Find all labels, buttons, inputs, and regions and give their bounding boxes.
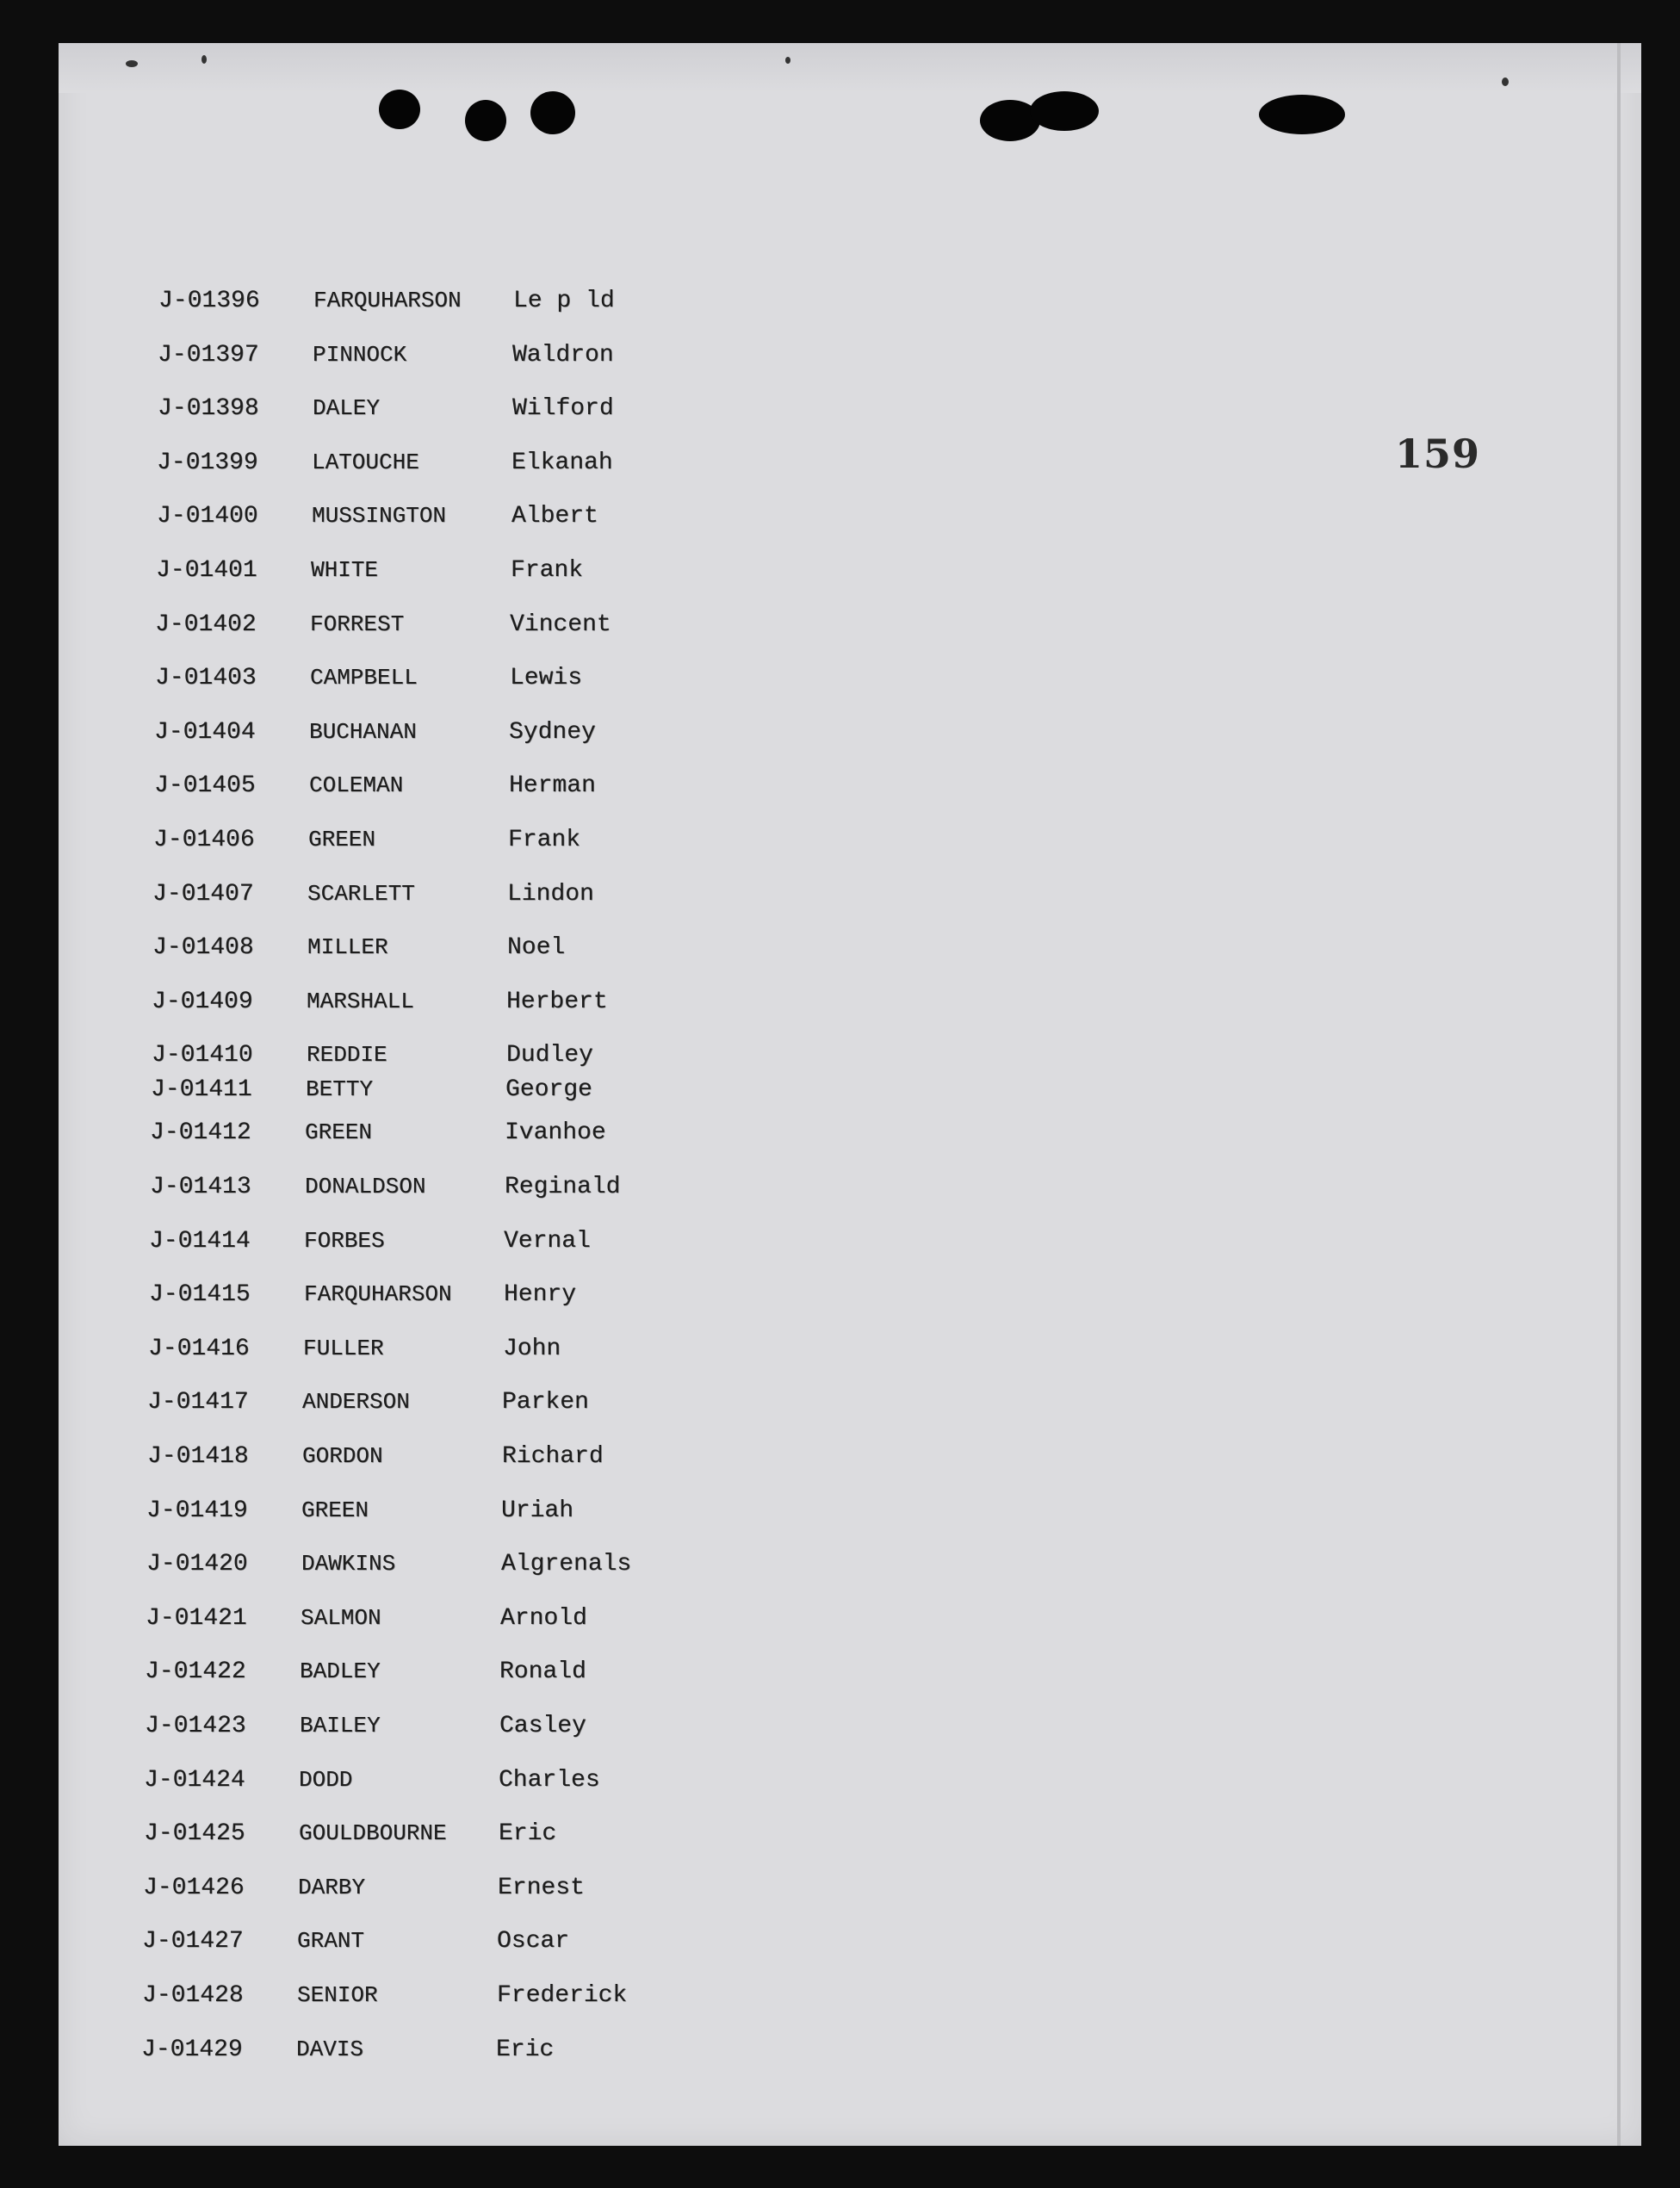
- given-name: Lewis: [510, 665, 583, 692]
- record-id: J-01404: [154, 718, 256, 746]
- given-name: Richard: [502, 1443, 604, 1470]
- record-id: J-01423: [145, 1713, 246, 1739]
- given-name: Frank: [508, 827, 581, 853]
- page-number: 159: [1395, 431, 1481, 477]
- record-id: J-01402: [155, 611, 257, 638]
- given-name: Vincent: [510, 611, 611, 638]
- surname: FULLER: [303, 1335, 384, 1361]
- record-id: J-01396: [158, 288, 260, 314]
- surname: BETTY: [306, 1076, 374, 1103]
- given-name: Ronald: [499, 1658, 586, 1686]
- record-id: J-01420: [146, 1551, 248, 1578]
- record-id: J-01406: [153, 827, 255, 853]
- record-id: J-01398: [158, 395, 259, 423]
- surname: FORBES: [304, 1227, 385, 1254]
- given-name: Frederick: [497, 1982, 628, 2009]
- surname: DARBY: [298, 1874, 366, 1900]
- given-name: Ivanhoe: [505, 1119, 606, 1147]
- surname: MARSHALL: [307, 988, 414, 1014]
- surname: FARQUHARSON: [313, 288, 462, 313]
- record-id: J-01429: [141, 2036, 243, 2063]
- given-name: Dudley: [506, 1042, 593, 1069]
- page-top-fold: [59, 43, 1641, 93]
- record-id: J-01425: [144, 1820, 245, 1848]
- record-id: J-01414: [149, 1227, 251, 1255]
- record-id: J-01413: [150, 1174, 251, 1200]
- punch-hole: [379, 90, 420, 129]
- surname: GOULDBOURNE: [299, 1820, 447, 1847]
- record-id: J-01399: [157, 449, 258, 476]
- record-id: J-01400: [157, 503, 258, 530]
- surname: CAMPBELL: [310, 665, 418, 691]
- given-name: Waldron: [512, 341, 614, 369]
- surname: COLEMAN: [309, 772, 404, 799]
- punch-hole: [530, 91, 575, 134]
- punch-hole: [1259, 95, 1345, 134]
- given-name: Ernest: [498, 1874, 585, 1901]
- given-name: Henry: [504, 1281, 577, 1309]
- record-id: J-01407: [152, 880, 254, 908]
- record-id: J-01401: [156, 557, 257, 584]
- scan-speck: [785, 57, 790, 64]
- record-id: J-01411: [151, 1076, 252, 1104]
- scan-speck: [201, 55, 207, 64]
- given-name: Eric: [496, 2036, 555, 2063]
- given-name: Vernal: [504, 1227, 591, 1255]
- record-id: J-01415: [149, 1281, 251, 1309]
- given-name: Frank: [511, 557, 584, 584]
- record-id: J-01405: [154, 772, 256, 800]
- surname: PINNOCK: [313, 341, 407, 368]
- surname: SALMON: [301, 1604, 381, 1631]
- surname: FARQUHARSON: [304, 1281, 452, 1308]
- surname: DAVIS: [296, 2036, 364, 2062]
- surname: MILLER: [307, 934, 388, 961]
- scan-speck: [1502, 77, 1509, 86]
- record-id: J-01409: [152, 988, 253, 1015]
- surname: ANDERSON: [302, 1389, 410, 1416]
- given-name: Casley: [499, 1713, 586, 1739]
- given-name: Herman: [509, 772, 596, 800]
- surname: DALEY: [313, 395, 381, 422]
- record-id: J-01412: [150, 1119, 251, 1147]
- punch-hole: [1030, 91, 1099, 131]
- given-name: Noel: [507, 934, 566, 962]
- record-id: J-01418: [147, 1443, 249, 1470]
- surname: GORDON: [302, 1443, 383, 1469]
- surname: SCARLETT: [307, 880, 415, 907]
- document-page: [59, 43, 1641, 2146]
- surname: DONALDSON: [305, 1174, 426, 1199]
- record-id: J-01419: [146, 1497, 248, 1524]
- surname: BUCHANAN: [309, 718, 417, 745]
- given-name: Eric: [499, 1820, 557, 1848]
- record-id: J-01416: [148, 1335, 250, 1362]
- record-id: J-01421: [146, 1604, 247, 1632]
- given-name: Oscar: [497, 1928, 570, 1956]
- punch-hole: [465, 100, 506, 141]
- given-name: Albert: [511, 503, 598, 530]
- given-name: Le p ld: [513, 288, 615, 314]
- surname: FORREST: [310, 611, 405, 637]
- surname: GREEN: [305, 1119, 373, 1146]
- given-name: John: [503, 1335, 561, 1362]
- given-name: Sydney: [509, 718, 596, 746]
- surname: REDDIE: [307, 1042, 387, 1069]
- surname: GRANT: [297, 1928, 365, 1955]
- given-name: Parken: [502, 1389, 589, 1416]
- page-edge: [1617, 43, 1621, 2146]
- record-id: J-01426: [143, 1874, 245, 1901]
- given-name: Algrenals: [501, 1551, 632, 1578]
- given-name: Arnold: [500, 1604, 587, 1632]
- record-id: J-01403: [155, 665, 257, 692]
- surname: LATOUCHE: [312, 449, 419, 475]
- scan-speck: [126, 60, 138, 67]
- given-name: Lindon: [507, 880, 594, 908]
- record-id: J-01427: [142, 1928, 244, 1956]
- surname: GREEN: [301, 1497, 369, 1523]
- surname: GREEN: [308, 827, 376, 852]
- surname: SENIOR: [297, 1982, 378, 2008]
- given-name: Wilford: [512, 395, 614, 423]
- record-id: J-01424: [144, 1766, 245, 1794]
- given-name: Reginald: [505, 1174, 621, 1200]
- given-name: Elkanah: [511, 449, 613, 476]
- surname: MUSSINGTON: [312, 503, 447, 530]
- record-id: J-01422: [145, 1658, 246, 1686]
- record-id: J-01428: [142, 1982, 244, 2009]
- record-id: J-01397: [158, 341, 259, 369]
- given-name: Uriah: [501, 1497, 574, 1524]
- given-name: George: [505, 1076, 592, 1104]
- given-name: Charles: [499, 1766, 600, 1794]
- surname: BAILEY: [300, 1713, 381, 1739]
- record-id: J-01410: [152, 1042, 253, 1069]
- record-id: J-01408: [152, 934, 254, 962]
- surname: DODD: [299, 1766, 353, 1793]
- record-id: J-01417: [147, 1389, 249, 1416]
- surname: BADLEY: [300, 1658, 381, 1685]
- surname: WHITE: [311, 557, 379, 583]
- given-name: Herbert: [506, 988, 608, 1015]
- surname: DAWKINS: [301, 1551, 396, 1577]
